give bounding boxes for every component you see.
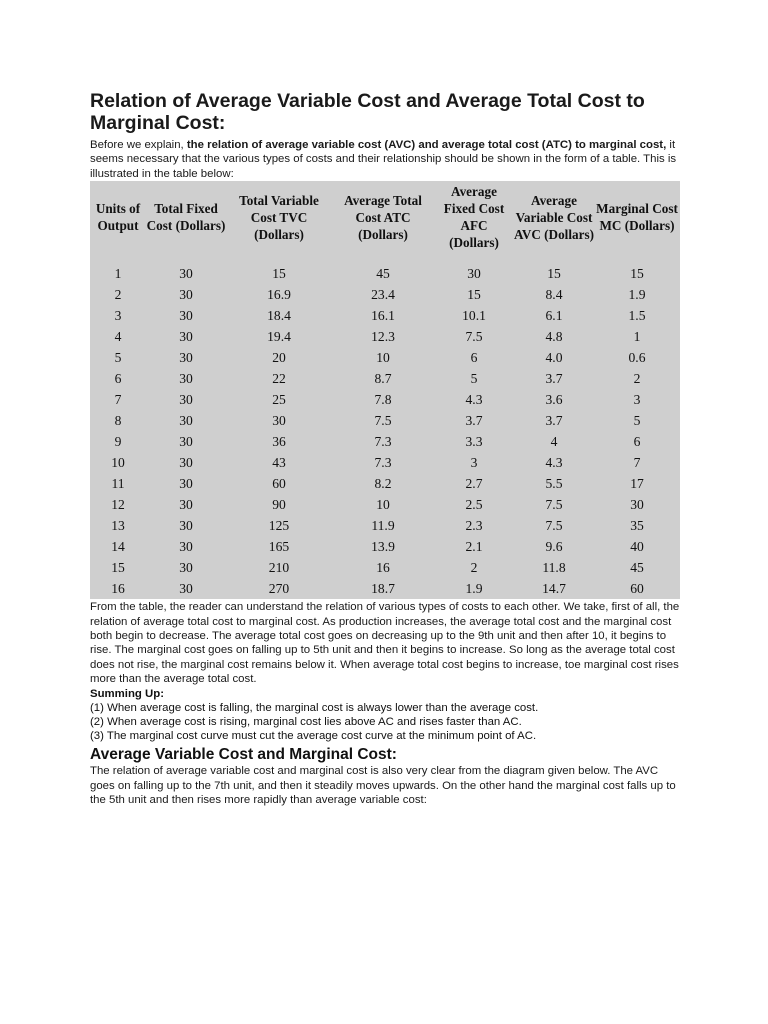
table-cell: 3.6 <box>545 392 563 408</box>
table-row <box>90 368 680 389</box>
table-row <box>90 494 680 515</box>
table-cell: 90 <box>272 497 286 513</box>
table-cell: 4 <box>114 329 122 345</box>
table-cell: 2.5 <box>465 497 483 513</box>
table-cell: 7.5 <box>465 329 483 345</box>
table-cell: 210 <box>268 560 290 576</box>
table-cell: 11 <box>111 476 125 492</box>
header-total-fixed-cost: Total Fixed Cost (Dollars) <box>146 201 226 234</box>
table-cell: 35 <box>630 518 644 534</box>
table-cell: 30 <box>179 287 193 303</box>
table-cell: 30 <box>179 350 193 366</box>
table-cell: 6 <box>114 371 122 387</box>
intro-pre: Before we explain, <box>90 139 187 151</box>
table-cell: 30 <box>179 434 193 450</box>
table-cell: 30 <box>179 266 193 282</box>
table-cell: 3 <box>470 455 478 471</box>
table-cell: 125 <box>268 518 290 534</box>
table-cell: 15 <box>111 560 125 576</box>
table-cell: 16.9 <box>267 287 291 303</box>
table-cell: 165 <box>268 539 290 555</box>
table-cell: 8 <box>114 413 122 429</box>
table-cell: 3 <box>114 308 122 324</box>
table-cell: 30 <box>179 518 193 534</box>
table-cell: 5.5 <box>545 476 563 492</box>
table-cell: 45 <box>376 266 390 282</box>
table-cell: 4.0 <box>545 350 563 366</box>
table-cell: 6.1 <box>545 308 563 324</box>
table-row <box>90 326 680 347</box>
summing-up-item-2: (2) When average cost is rising, marginal cost lies above AC and rises faster than AC. <box>90 716 522 729</box>
table-cell: 43 <box>272 455 286 471</box>
table-body <box>90 257 680 599</box>
table-header-row <box>90 181 680 257</box>
table-row <box>90 410 680 431</box>
table-cell: 16.1 <box>371 308 395 324</box>
table-cell: 1.5 <box>628 308 646 324</box>
table-cell: 30 <box>179 392 193 408</box>
table-cell: 40 <box>630 539 644 555</box>
table-cell: 3.7 <box>545 371 563 387</box>
table-cell: 5 <box>470 371 478 387</box>
table-row <box>90 257 680 284</box>
table-row <box>90 473 680 494</box>
table-cell: 11.8 <box>542 560 566 576</box>
table-cell: 60 <box>630 581 644 597</box>
table-cell: 5 <box>633 413 641 429</box>
table-cell: 2 <box>470 560 478 576</box>
after-table-paragraph: From the table, the reader can understand the relation of various types of costs to each other. We take, first of all, the relation of average total cost to marginal cost. As production increases, the average total cost and the marginal cost both begin to decrease. The average total cost goes on decreasing up to the 9th unit and then after 10, it begins to rise. The marginal cost goes on falling up to 5th unit and then it begins to increase. So long as the average total cost does not rise, the marginal cost remains below it. When average total cost begins to increase, toe marginal cost rises more than the average total cost. <box>90 601 680 686</box>
table-cell: 12.3 <box>371 329 395 345</box>
table-cell: 30 <box>179 329 193 345</box>
table-cell: 30 <box>179 560 193 576</box>
table-cell: 10 <box>376 497 390 513</box>
table-cell: 2.7 <box>465 476 483 492</box>
table-cell: 6 <box>470 350 478 366</box>
header-average-variable-cost: Average Variable Cost AVC (Dollars) <box>514 192 594 242</box>
table-cell: 3 <box>633 392 641 408</box>
table-cell: 7.8 <box>374 392 392 408</box>
table-cell: 7 <box>114 392 122 408</box>
table-cell: 1 <box>114 266 122 282</box>
table-cell: 7.5 <box>545 497 563 513</box>
table-cell: 7.5 <box>545 518 563 534</box>
table-cell: 16 <box>111 581 125 597</box>
table-cell: 30 <box>179 497 193 513</box>
table-cell: 30 <box>179 413 193 429</box>
table-cell: 7.5 <box>374 413 392 429</box>
table-cell: 1 <box>633 329 641 345</box>
table-row <box>90 305 680 326</box>
table-cell: 45 <box>630 560 644 576</box>
table-cell: 7 <box>633 455 641 471</box>
header-total-variable-cost: Total Variable Cost TVC (Dollars) <box>239 192 319 242</box>
table-cell: 13.9 <box>371 539 395 555</box>
table-cell: 60 <box>272 476 286 492</box>
table-cell: 14.7 <box>542 581 566 597</box>
summing-up-item-3: (3) The marginal cost curve must cut the average cost curve at the minimum point of AC. <box>90 730 537 743</box>
document-content <box>90 90 680 808</box>
table-cell: 15 <box>547 266 561 282</box>
table-cell: 5 <box>114 350 122 366</box>
table-cell: 4.3 <box>545 455 563 471</box>
table-row <box>90 515 680 536</box>
table-cell: 3.3 <box>465 434 483 450</box>
table-cell: 30 <box>179 581 193 597</box>
table-cell: 18.7 <box>371 581 395 597</box>
table-cell: 2 <box>114 287 122 303</box>
page-title: Relation of Average Variable Cost and Average Total Cost to Marginal Cost: <box>90 90 645 134</box>
table-cell: 25 <box>272 392 286 408</box>
table-cell: 30 <box>179 539 193 555</box>
section-heading: Average Variable Cost and Marginal Cost: <box>90 746 397 764</box>
table-cell: 19.4 <box>267 329 291 345</box>
table-cell: 20 <box>272 350 286 366</box>
table-cell: 3.7 <box>465 413 483 429</box>
header-marginal-cost: Marginal Cost MC (Dollars) <box>596 201 678 234</box>
table-cell: 15 <box>272 266 286 282</box>
table-cell: 10 <box>111 455 125 471</box>
table-cell: 9.6 <box>545 539 563 555</box>
table-cell: 30 <box>179 308 193 324</box>
table-cell: 2 <box>633 371 641 387</box>
table-cell: 1.9 <box>628 287 646 303</box>
summing-up-heading: Summing Up: <box>90 687 165 700</box>
summing-up-item-1: (1) When average cost is falling, the marginal cost is always lower than the average cost. <box>90 701 539 714</box>
table-cell: 8.2 <box>374 476 392 492</box>
table-cell: 8.4 <box>545 287 563 303</box>
table-row <box>90 452 680 473</box>
table-cell: 3.7 <box>545 413 563 429</box>
header-average-fixed-cost: Average Fixed Cost AFC (Dollars) <box>443 184 505 251</box>
table-cell: 1.9 <box>465 581 483 597</box>
table-row <box>90 284 680 305</box>
table-cell: 9 <box>114 434 122 450</box>
table-row <box>90 347 680 368</box>
table-cell: 23.4 <box>371 287 395 303</box>
table-row <box>90 578 680 599</box>
table-cell: 13 <box>111 518 125 534</box>
table-cell: 17 <box>630 476 644 492</box>
table-cell: 4.3 <box>465 392 483 408</box>
table-row <box>90 431 680 452</box>
table-cell: 270 <box>268 581 290 597</box>
table-cell: 11.9 <box>371 518 395 534</box>
table-cell: 4.8 <box>545 329 563 345</box>
table-cell: 15 <box>467 287 481 303</box>
table-row <box>90 536 680 557</box>
table-row <box>90 557 680 578</box>
section-paragraph: The relation of average variable cost and marginal cost is also very clear from the diagram given below. The AVC goes on falling up to the 7th unit, and then it steadily moves upwards. On the other hand the marginal cost falls up to the 5th unit and then rises more rapidly than average variable cost: <box>90 765 676 807</box>
table-cell: 10.1 <box>462 308 486 324</box>
table-row <box>90 389 680 410</box>
intro-paragraph <box>90 138 680 181</box>
cost-table <box>90 181 680 599</box>
intro-bold: the relation of average variable cost (AVC) and average total cost (ATC) to marginal cost, <box>186 139 667 151</box>
table-cell: 7.3 <box>374 434 392 450</box>
table-cell: 30 <box>272 413 286 429</box>
table-cell: 8.7 <box>374 371 392 387</box>
table-cell: 18.4 <box>267 308 291 324</box>
table-cell: 30 <box>630 497 644 513</box>
table-cell: 7.3 <box>374 455 392 471</box>
table-cell: 16 <box>376 560 390 576</box>
header-average-total-cost: Average Total Cost ATC (Dollars) <box>344 192 422 242</box>
table-cell: 30 <box>179 371 193 387</box>
table-cell: 2.3 <box>465 518 483 534</box>
table-cell: 15 <box>630 266 644 282</box>
table-cell: 0.6 <box>628 350 646 366</box>
table-cell: 6 <box>633 434 641 450</box>
table-cell: 30 <box>179 455 193 471</box>
header-units-of-output: Units of Output <box>95 201 141 234</box>
table-cell: 30 <box>179 476 193 492</box>
table-cell: 36 <box>272 434 286 450</box>
table-cell: 12 <box>111 497 125 513</box>
table-cell: 10 <box>376 350 390 366</box>
table-cell: 4 <box>550 434 558 450</box>
table-cell: 30 <box>467 266 481 282</box>
table-cell: 2.1 <box>465 539 483 555</box>
table-cell: 22 <box>272 371 286 387</box>
intro-post: it seems necessary that the various types of costs and their relationship should be shown in the form of a table. This is illustrated in the table below: <box>90 139 677 180</box>
table-cell: 14 <box>111 539 125 555</box>
